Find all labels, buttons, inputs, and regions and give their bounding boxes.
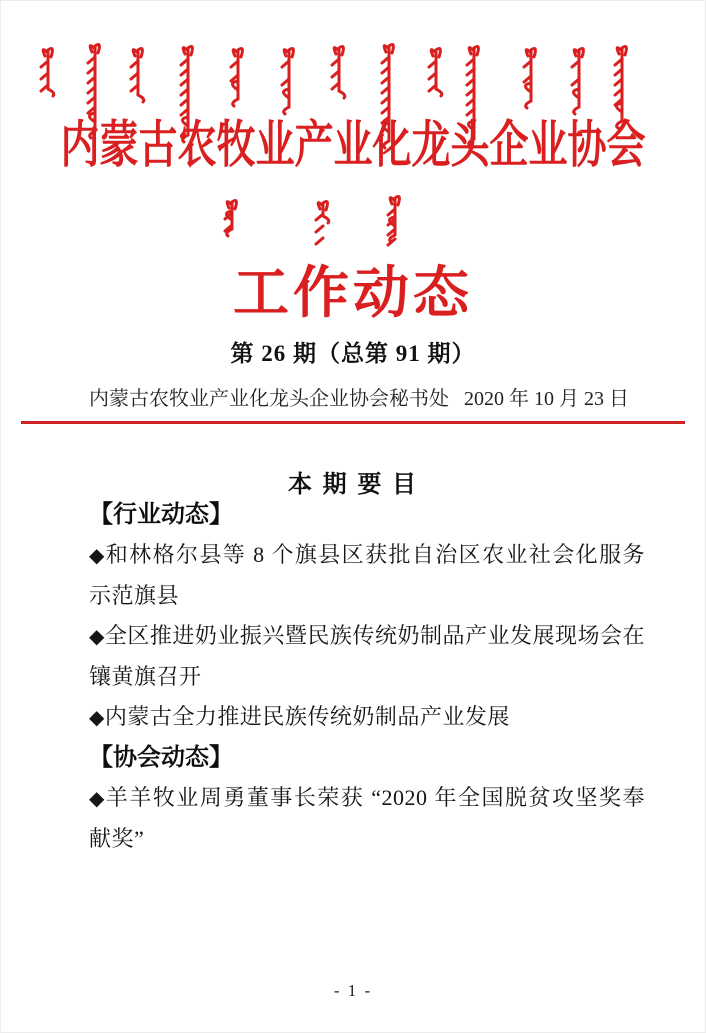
- toc-item-text: 羊羊牧业周勇董事长荣获 “2020 年全国脱贫攻坚奖奉献奖”: [89, 785, 645, 851]
- toc-section-label-industry: 【行业动态】: [89, 501, 233, 528]
- mongolian-glyph: [422, 45, 450, 107]
- newsletter-title: 工作动态: [233, 263, 473, 325]
- mongolian-glyph: [325, 43, 353, 109]
- diamond-bullet-icon: ◆: [89, 545, 106, 567]
- publisher-row: [89, 382, 629, 411]
- publisher-name: 内蒙古农牧业产业化龙头企业协会秘书处: [89, 388, 449, 410]
- toc-title: 本 期 要 目: [287, 471, 418, 498]
- toc-section-label-association: 【协会动态】: [89, 744, 233, 771]
- toc-item: [89, 778, 645, 859]
- toc-item-text: 内蒙古全力推进民族传统奶制品产业发展: [104, 704, 510, 729]
- mongolian-glyph: [381, 193, 409, 253]
- divider-rule: [21, 421, 685, 424]
- toc-list: [89, 495, 645, 859]
- mongolian-glyph: [124, 45, 152, 113]
- publish-date: 2020 年 10 月 23 日: [464, 388, 629, 410]
- mongolian-glyph: [218, 197, 246, 247]
- diamond-bullet-icon: ◆: [89, 788, 106, 810]
- association-name-title: 内蒙古农牧业产业化龙头企业协会: [60, 118, 646, 174]
- toc-item: [89, 535, 645, 616]
- mongolian-glyph: [34, 45, 62, 107]
- page-number: - 1 -: [333, 981, 373, 1000]
- toc-item: [89, 616, 645, 697]
- mongolian-glyph: [309, 198, 337, 234]
- diamond-bullet-icon: ◆: [89, 626, 105, 648]
- toc-item-text: 和林格尔县等 8 个旗县区获批自治区农业社会化服务示范旗县: [89, 542, 645, 608]
- diamond-bullet-icon: ◆: [89, 707, 105, 729]
- toc-item-text: 全区推进奶业振兴暨民族传统奶制品产业发展现场会在镶黄旗召开: [89, 623, 645, 689]
- issue-number-line: 第 26 期（总第 91 期）: [230, 341, 476, 366]
- toc-item: [89, 697, 645, 738]
